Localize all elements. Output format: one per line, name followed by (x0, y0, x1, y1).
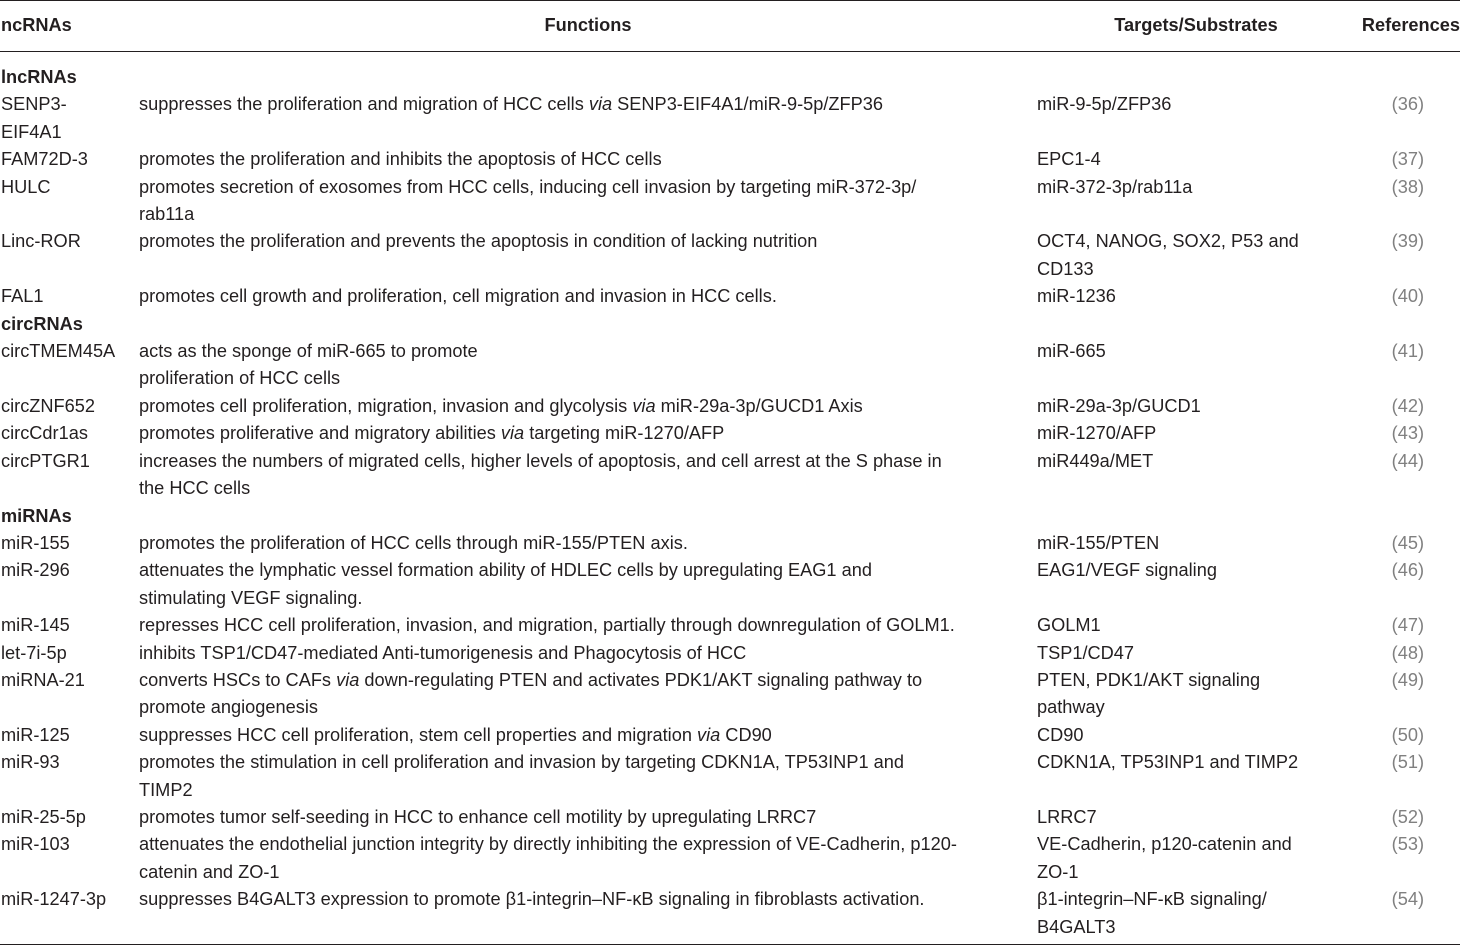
ncrna-name (0, 448, 139, 503)
section-header-row (0, 311, 1460, 338)
target-line: CD90 (1037, 724, 1084, 745)
targets-cell (1037, 557, 1355, 612)
reference-link[interactable]: (42) (1391, 395, 1424, 416)
target-line: PTEN, PDK1/AKT signaling (1037, 669, 1261, 690)
function-cell (139, 448, 1037, 503)
ncrna-name (0, 283, 139, 310)
table-row (0, 174, 1460, 229)
ncrna-name-line: Linc-ROR (1, 231, 81, 252)
function-italic-text: via (336, 669, 360, 690)
function-text: the HCC cells (139, 478, 251, 499)
section-title: circRNAs (1, 313, 83, 334)
table-row (0, 749, 1460, 804)
function-cell (139, 640, 1037, 667)
table-header (0, 1, 1460, 52)
targets-cell (1037, 804, 1355, 831)
ncrna-name (0, 228, 139, 283)
table-row (0, 612, 1460, 639)
function-cell (139, 886, 1037, 944)
target-line: LRRC7 (1037, 806, 1097, 827)
function-italic-text: via (632, 395, 656, 416)
function-text: promotes the stimulation in cell proliferation and invasion by targeting CDKN1A, TP53INP1 and (139, 752, 904, 773)
target-line: B4GALT3 (1037, 916, 1116, 937)
target-line: miR-1236 (1037, 286, 1116, 307)
function-text: represses HCC cell proliferation, invasion, and migration, partially through downregulation of GOLM1. (139, 615, 955, 636)
ncrna-name-line: let-7i-5p (1, 642, 67, 663)
table-row (0, 557, 1460, 612)
targets-cell (1037, 612, 1355, 639)
table-row (0, 146, 1460, 173)
ncrna-name (0, 722, 139, 749)
ncrna-name (0, 91, 139, 146)
ncrna-name-line: miR-155 (1, 532, 70, 553)
target-line: OCT4, NANOG, SOX2, P53 and (1037, 231, 1299, 252)
targets-cell (1037, 146, 1355, 173)
function-text: miR-29a-3p/GUCD1 Axis (655, 395, 863, 416)
function-cell (139, 804, 1037, 831)
target-line: β1-integrin–NF-κB signaling/ (1037, 889, 1267, 910)
ncrna-name-line: miR-93 (1, 752, 60, 773)
table-row (0, 530, 1460, 557)
targets-cell (1037, 91, 1355, 146)
table-row (0, 420, 1460, 447)
reference-link[interactable]: (43) (1391, 423, 1424, 444)
function-italic-text: via (500, 423, 525, 444)
function-cell (139, 91, 1037, 146)
ncrna-name-line: circZNF652 (1, 395, 95, 416)
function-text: converts HSCs to CAFs (139, 669, 337, 690)
ncrna-name (0, 393, 139, 420)
function-text: suppresses the proliferation and migration of HCC cells (139, 94, 589, 115)
table-row (0, 393, 1460, 420)
function-text: CD90 (720, 724, 772, 745)
ncrna-name-line: circPTGR1 (1, 450, 90, 471)
function-text: targeting miR-1270/AFP (524, 423, 725, 444)
targets-cell (1037, 393, 1355, 420)
function-cell (139, 174, 1037, 229)
ncrna-name-line: miR-296 (1, 560, 70, 581)
function-text: promotes cell growth and proliferation, cell migration and invasion in HCC cells. (139, 286, 777, 307)
ncrna-name (0, 146, 139, 173)
reference-link[interactable]: (48) (1391, 642, 1424, 663)
ncrna-name (0, 667, 139, 722)
ncrna-name (0, 640, 139, 667)
target-line: GOLM1 (1037, 615, 1101, 636)
ncrna-name-line: circCdr1as (1, 423, 88, 444)
function-text: promotes secretion of exosomes from HCC cells, inducing cell invasion by targeting miR-372-3p/ (139, 176, 917, 197)
function-text: promotes the proliferation and inhibits the apoptosis of HCC cells (139, 149, 662, 170)
target-line: miR449a/MET (1037, 450, 1154, 471)
target-line: miR-372-3p/rab11a (1037, 176, 1193, 197)
ncrna-name (0, 831, 139, 886)
function-text: down-regulating PTEN and activates PDK1/AKT signaling pathway to (359, 669, 923, 690)
section-title: miRNAs (1, 505, 72, 526)
function-text: promotes tumor self-seeding in HCC to enhance cell motility by upregulating LRRC7 (139, 806, 817, 827)
function-text: SENP3-EIF4A1/miR-9-5p/ZFP36 (612, 94, 883, 115)
function-text: attenuates the endothelial junction integrity by directly inhibiting the expression of VE-Cadherin, p120- (139, 834, 957, 855)
function-text: promotes cell proliferation, migration, invasion and glycolysis (139, 395, 633, 416)
header-targets: Targets/Substrates (1037, 1, 1355, 52)
reference-link[interactable]: (45) (1391, 532, 1424, 553)
function-text: inhibits TSP1/CD47-mediated Anti-tumorigenesis and Phagocytosis of HCC (139, 642, 747, 663)
header-ncrnas: ncRNAs (0, 1, 139, 52)
ncrna-name (0, 886, 139, 944)
section-header-row (0, 503, 1460, 530)
table-row (0, 804, 1460, 831)
targets-cell (1037, 722, 1355, 749)
ncrna-name-line: circTMEM45A (1, 341, 116, 362)
table-row (0, 886, 1460, 944)
reference-link[interactable]: (41) (1391, 341, 1424, 362)
function-text: rab11a (139, 204, 195, 225)
ncrna-name (0, 804, 139, 831)
header-row (0, 1, 1460, 52)
ncrna-name-line: miR-125 (1, 724, 70, 745)
reference-link[interactable]: (54) (1391, 889, 1424, 910)
reference-link[interactable]: (38) (1391, 176, 1424, 197)
function-cell (139, 557, 1037, 612)
target-line: miR-9-5p/ZFP36 (1037, 94, 1172, 115)
function-cell (139, 283, 1037, 310)
function-cell (139, 831, 1037, 886)
reference-link[interactable]: (44) (1391, 450, 1424, 471)
function-text: proliferation of HCC cells (139, 368, 341, 389)
target-line: CD133 (1037, 258, 1094, 279)
target-line: miR-1270/AFP (1037, 423, 1157, 444)
target-line: miR-665 (1037, 341, 1106, 362)
function-text: attenuates the lymphatic vessel formation ability of HDLEC cells by upregulating EAG1 and (139, 560, 872, 581)
function-cell (139, 338, 1037, 393)
reference-link[interactable]: (39) (1391, 231, 1424, 252)
ncrna-name (0, 420, 139, 447)
function-text: stimulating VEGF signaling. (139, 587, 363, 608)
ncrna-name (0, 612, 139, 639)
function-italic-text: via (697, 724, 721, 745)
target-line: miR-155/PTEN (1037, 532, 1160, 553)
reference-link[interactable]: (37) (1391, 149, 1424, 170)
function-cell (139, 667, 1037, 722)
function-cell (139, 749, 1037, 804)
targets-cell (1037, 831, 1355, 886)
function-cell (139, 393, 1037, 420)
table-row (0, 91, 1460, 146)
ncrna-name-line: EIF4A1 (1, 121, 62, 142)
targets-cell (1037, 174, 1355, 229)
function-text: suppresses HCC cell proliferation, stem cell properties and migration (139, 724, 697, 745)
ncrna-name-line: miRNA-21 (1, 669, 85, 690)
function-cell (139, 530, 1037, 557)
reference-link[interactable]: (53) (1391, 834, 1424, 855)
ncrna-name (0, 174, 139, 229)
targets-cell (1037, 530, 1355, 557)
ncrna-name (0, 530, 139, 557)
reference-link[interactable]: (47) (1391, 615, 1424, 636)
targets-cell (1037, 886, 1355, 944)
table-row (0, 640, 1460, 667)
targets-cell (1037, 448, 1355, 503)
function-cell (139, 722, 1037, 749)
ncrna-name-line: miR-25-5p (1, 806, 86, 827)
function-cell (139, 420, 1037, 447)
function-text: catenin and ZO-1 (139, 861, 280, 882)
ncrna-name-line: FAL1 (1, 286, 44, 307)
target-line: pathway (1037, 697, 1105, 718)
targets-cell (1037, 228, 1355, 283)
ncrna-name-line: miR-1247-3p (1, 889, 107, 910)
reference-link[interactable]: (51) (1391, 752, 1424, 773)
targets-cell (1037, 667, 1355, 722)
target-line: EPC1-4 (1037, 149, 1101, 170)
table-row (0, 831, 1460, 886)
target-line: CDKN1A, TP53INP1 and TIMP2 (1037, 752, 1299, 773)
section-title: lncRNAs (1, 67, 77, 87)
function-text: TIMP2 (139, 779, 193, 800)
target-line: EAG1/VEGF signaling (1037, 560, 1217, 581)
function-text: acts as the sponge of miR-665 to promote (139, 341, 478, 362)
target-line: VE-Cadherin, p120-catenin and (1037, 834, 1292, 855)
function-text: promote angiogenesis (139, 697, 318, 718)
function-italic-text: via (588, 94, 613, 115)
ncrna-name-line: miR-145 (1, 615, 70, 636)
targets-cell (1037, 640, 1355, 667)
function-text: promotes the proliferation of HCC cells through miR-155/PTEN axis. (139, 532, 688, 553)
ncrna-name-line: FAM72D-3 (1, 149, 88, 170)
targets-cell (1037, 420, 1355, 447)
function-cell (139, 146, 1037, 173)
reference-link[interactable]: (52) (1391, 806, 1424, 827)
function-text: promotes the proliferation and prevents the apoptosis in condition of lacking nutrition (139, 231, 818, 252)
ncrna-name (0, 557, 139, 612)
target-line: ZO-1 (1037, 861, 1079, 882)
function-text: suppresses B4GALT3 expression to promote β1-integrin–NF-κB signaling in fibroblasts activation. (139, 889, 925, 910)
function-cell (139, 228, 1037, 283)
target-line: miR-29a-3p/GUCD1 (1037, 395, 1201, 416)
table-body (0, 52, 1460, 945)
table-row (0, 228, 1460, 283)
table-row (0, 338, 1460, 393)
reference-link[interactable]: (49) (1391, 669, 1424, 690)
header-references: References (1355, 1, 1460, 52)
table-row (0, 448, 1460, 503)
targets-cell (1037, 749, 1355, 804)
targets-cell (1037, 283, 1355, 310)
function-text: promotes proliferative and migratory abilities (139, 423, 501, 444)
table-row (0, 722, 1460, 749)
header-functions: Functions (139, 1, 1037, 52)
ncrna-name-line: SENP3- (1, 94, 67, 115)
target-line: TSP1/CD47 (1037, 642, 1135, 663)
targets-cell (1037, 338, 1355, 393)
function-text: increases the numbers of migrated cells, higher levels of apoptosis, and cell arrest at the S phase in (139, 450, 942, 471)
reference-link[interactable]: (40) (1391, 286, 1424, 307)
ncrna-name (0, 749, 139, 804)
ncrna-name-line: HULC (1, 176, 51, 197)
reference-link[interactable]: (36) (1391, 94, 1424, 115)
function-cell (139, 612, 1037, 639)
table-row (0, 667, 1460, 722)
reference-link[interactable]: (50) (1391, 724, 1424, 745)
ncrna-name-line: miR-103 (1, 834, 70, 855)
reference-link[interactable]: (46) (1391, 560, 1424, 581)
ncrna-name (0, 338, 139, 393)
table-row (0, 283, 1460, 310)
section-header-row (0, 52, 1460, 92)
